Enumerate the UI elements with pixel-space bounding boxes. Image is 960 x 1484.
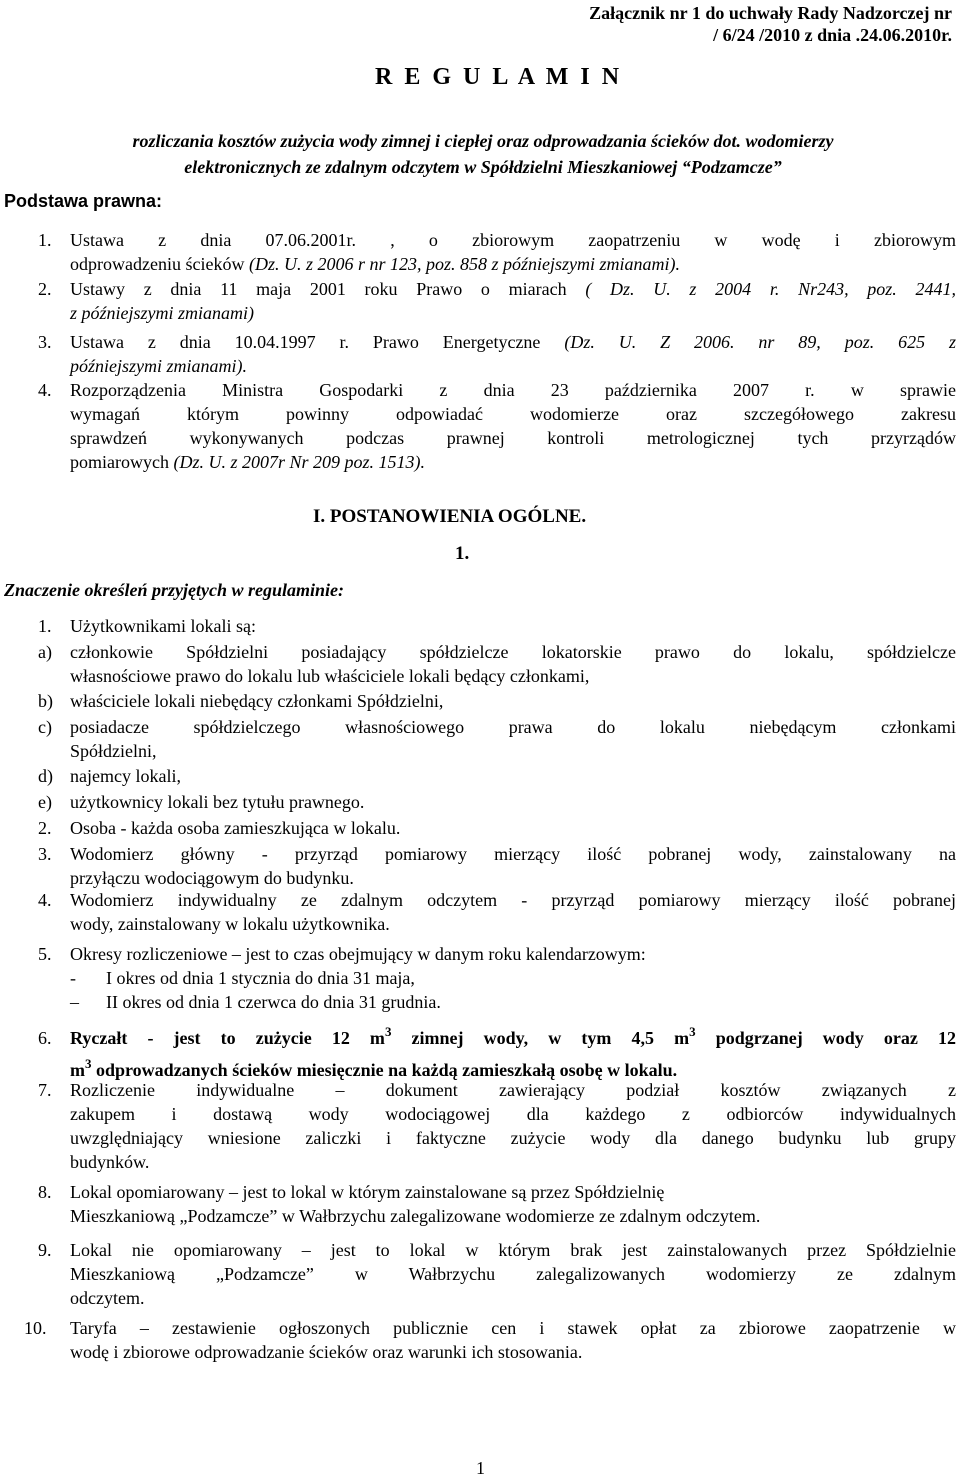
legal-item-citation: (Dz. U. z 2006 r nr 123, poz. 858 z późniejszymi zmianami). bbox=[248, 254, 680, 274]
definition-text: II okres od dnia 1 czerwca do dnia 31 grudnia. bbox=[106, 992, 441, 1012]
definition-text: Lokal opomiarowany – jest to lokal w którym zainstalowane są przez Spółdzielnię bbox=[70, 1182, 665, 1202]
definition-text: członkowie Spółdzielni posiadający spółdzielcze lokatorskie prawo do lokalu, spółdzielcze bbox=[70, 642, 956, 662]
definition-10 bbox=[24, 1316, 956, 1364]
definition-number: 2. bbox=[38, 818, 52, 838]
definition-text: Wodomierz główny - przyrząd pomiarowy mierzący ilość pobranej wody, zainstalowany na bbox=[70, 844, 956, 864]
definition-sub-c bbox=[38, 715, 956, 763]
superscript: 3 bbox=[384, 1024, 392, 1039]
document-title: R E G U L A M I N bbox=[375, 64, 623, 90]
definition-text: Mieszkaniową „Podzamcze” w Wałbrzychu zalegalizowanych wodomierzy ze zdalnym bbox=[70, 1264, 956, 1284]
legal-item-citation: (Dz. U. z 2007r Nr 209 poz. 1513). bbox=[173, 452, 426, 472]
legal-basis-heading: Podstawa prawna: bbox=[4, 191, 163, 211]
definition-sub-b bbox=[38, 689, 956, 713]
legal-item-number: 1. bbox=[38, 230, 52, 250]
definition-text: właściciele lokali niebędący członkami Spółdzielni, bbox=[70, 691, 444, 711]
definition-number: 5. bbox=[38, 944, 52, 964]
superscript: 3 bbox=[689, 1024, 696, 1039]
definition-text: zimnej wody, w tym 4,5 m bbox=[391, 1028, 690, 1048]
definition-text: Taryfa – zestawienie ogłoszonych publicznie cen i stawek opłat za zbiorowe zaopatrzenie w bbox=[70, 1318, 956, 1338]
bullet-dash: – bbox=[70, 992, 79, 1012]
definition-number: 8. bbox=[38, 1182, 52, 1202]
definition-letter: c) bbox=[38, 717, 52, 737]
legal-item-1 bbox=[38, 228, 956, 276]
definition-text: wodę i zbiorowe odprowadzanie ścieków oraz warunki ich stosowania. bbox=[70, 1342, 583, 1362]
definition-9 bbox=[38, 1238, 956, 1310]
definition-text: najemcy lokali, bbox=[70, 766, 181, 786]
definition-1 bbox=[38, 614, 956, 638]
definition-text: Spółdzielni, bbox=[70, 741, 157, 761]
definition-text: Wodomierz indywidualny ze zdalnym odczytem - przyrząd pomiarowy mierzący ilość pobranej bbox=[70, 890, 956, 910]
superscript: 3 bbox=[85, 1056, 92, 1071]
bullet-dash: - bbox=[70, 968, 76, 988]
legal-item-text: Rozporządzenia Ministra Gospodarki z dnia 23 października 2007 r. w sprawie bbox=[70, 380, 956, 400]
attachment-note-line2: / 6/24 /2010 z dnia .24.06.2010r. bbox=[713, 25, 952, 45]
definition-text: przyłączu wodociągowym do budynku. bbox=[70, 868, 354, 888]
definition-text: wody, zainstalowany w lokalu użytkownika. bbox=[70, 914, 390, 934]
legal-item-text: sprawdzeń wykonywanych podczas prawnej kontroli metrologicznej tych przyrządów bbox=[70, 428, 956, 448]
legal-item-text: pomiarowych bbox=[70, 452, 174, 472]
definition-letter: e) bbox=[38, 792, 52, 812]
definition-4 bbox=[38, 888, 956, 936]
definition-text: posiadacze spółdzielczego własnościowego prawa do lokalu niebędącym członkami bbox=[70, 717, 956, 737]
legal-item-text: Ustawa z dnia 10.04.1997 r. Prawo Energetyczne bbox=[70, 332, 565, 352]
definition-number: 6. bbox=[38, 1028, 52, 1048]
definition-text: odprowadzanych ścieków miesięcznie na każdą zamieszkałą osobę w lokalu. bbox=[91, 1060, 678, 1080]
definition-number: 10. bbox=[24, 1318, 47, 1338]
legal-item-citation: późniejszymi zmianami). bbox=[70, 356, 247, 376]
definition-text: podgrzanej wody oraz 12 bbox=[695, 1028, 956, 1048]
legal-item-number: 4. bbox=[38, 380, 52, 400]
definition-text: I okres od dnia 1 stycznia do dnia 31 maja, bbox=[106, 968, 415, 988]
definitions-heading: Znaczenie określeń przyjętych w regulaminie: bbox=[4, 580, 344, 600]
definition-text: Osoba - każda osoba zamieszkująca w lokalu. bbox=[70, 818, 401, 838]
definition-text: odczytem. bbox=[70, 1288, 145, 1308]
legal-item-4 bbox=[38, 378, 956, 474]
definition-text: uwzględniający wniesione zaliczki i faktyczne zużycie wody dla danego budynku lub grupy bbox=[70, 1128, 956, 1148]
legal-item-number: 2. bbox=[38, 279, 52, 299]
definition-text: Okresy rozliczeniowe – jest to czas obejmujący w danym roku kalendarzowym: bbox=[70, 944, 646, 964]
legal-item-citation: (Dz. U. Z 2006. nr 89, poz. 625 z bbox=[564, 332, 956, 352]
definition-7 bbox=[38, 1078, 956, 1174]
legal-item-citation: ( Dz. U. z 2004 r. Nr243, poz. 2441, bbox=[585, 279, 956, 299]
definition-text: Użytkownikami lokali są: bbox=[70, 616, 256, 636]
definition-text: własnościowe prawo do lokalu lub właściciele lokali będący członkami, bbox=[70, 666, 590, 686]
definition-number: 1. bbox=[38, 616, 52, 636]
definition-text: m bbox=[70, 1060, 85, 1080]
definition-6 bbox=[38, 1022, 956, 1086]
attachment-note-line1: Załącznik nr 1 do uchwały Rady Nadzorczej nr bbox=[589, 3, 952, 23]
legal-item-text: Ustawa z dnia 07.06.2001r. , o zbiorowym zaopatrzeniu w wodę i zbiorowym bbox=[70, 230, 956, 250]
section-title: I. POSTANOWIENIA OGÓLNE. bbox=[313, 506, 587, 527]
definition-number: 4. bbox=[38, 890, 52, 910]
definition-letter: d) bbox=[38, 766, 53, 786]
definition-text: użytkownicy lokali bez tytułu prawnego. bbox=[70, 792, 365, 812]
definition-letter: a) bbox=[38, 642, 52, 662]
legal-item-text: odprowadzeniu ścieków bbox=[70, 254, 249, 274]
document-subtitle bbox=[38, 128, 928, 180]
definition-text: Rozliczenie indywidualne – dokument zawierający podział kosztów związanych z bbox=[70, 1080, 956, 1100]
legal-item-2 bbox=[38, 277, 956, 325]
section-number: 1. bbox=[455, 543, 470, 564]
definition-8 bbox=[38, 1180, 956, 1228]
definition-letter: b) bbox=[38, 691, 53, 711]
definition-sub-a bbox=[38, 640, 956, 688]
definition-number: 7. bbox=[38, 1080, 52, 1100]
definition-sub-e bbox=[38, 790, 956, 814]
definition-text: Lokal nie opomiarowany – jest to lokal w którym brak jest zainstalowanych przez Spółdzielnie bbox=[70, 1240, 956, 1260]
definition-3 bbox=[38, 842, 956, 890]
attachment-note bbox=[532, 2, 952, 46]
legal-item-number: 3. bbox=[38, 332, 52, 352]
definition-2 bbox=[38, 816, 956, 840]
definition-sub-d bbox=[38, 764, 956, 788]
definition-text: Ryczałt - jest to zużycie 12 m bbox=[70, 1028, 385, 1048]
definition-number: 3. bbox=[38, 844, 52, 864]
subtitle-line1: rozliczania kosztów zużycia wody zimnej i ciepłej oraz odprowadzania ścieków dot. wodomierzy bbox=[132, 131, 834, 151]
legal-item-text: Ustawy z dnia 11 maja 2001 roku Prawo o miarach bbox=[70, 279, 586, 299]
definition-text: budynków. bbox=[70, 1152, 150, 1172]
legal-item-3 bbox=[38, 330, 956, 378]
definition-text: Mieszkaniową „Podzamcze” w Wałbrzychu zalegalizowane wodomierze ze zdalnym odczytem. bbox=[70, 1206, 761, 1226]
page-number: 1 bbox=[476, 1458, 485, 1478]
definition-5 bbox=[38, 942, 956, 1014]
definition-number: 9. bbox=[38, 1240, 52, 1260]
definition-text: zakupem i dostawą wody wodociągowej dla każdego z odbiorców indywidualnych bbox=[70, 1104, 956, 1124]
legal-item-citation: z późniejszymi zmianami) bbox=[70, 303, 254, 323]
subtitle-line2: elektronicznych ze zdalnym odczytem w Spółdzielni Mieszkaniowej “Podzamcze” bbox=[184, 157, 782, 177]
legal-item-text: wymagań którym powinny odpowiadać wodomierze oraz szczegółowego zakresu bbox=[70, 404, 956, 424]
